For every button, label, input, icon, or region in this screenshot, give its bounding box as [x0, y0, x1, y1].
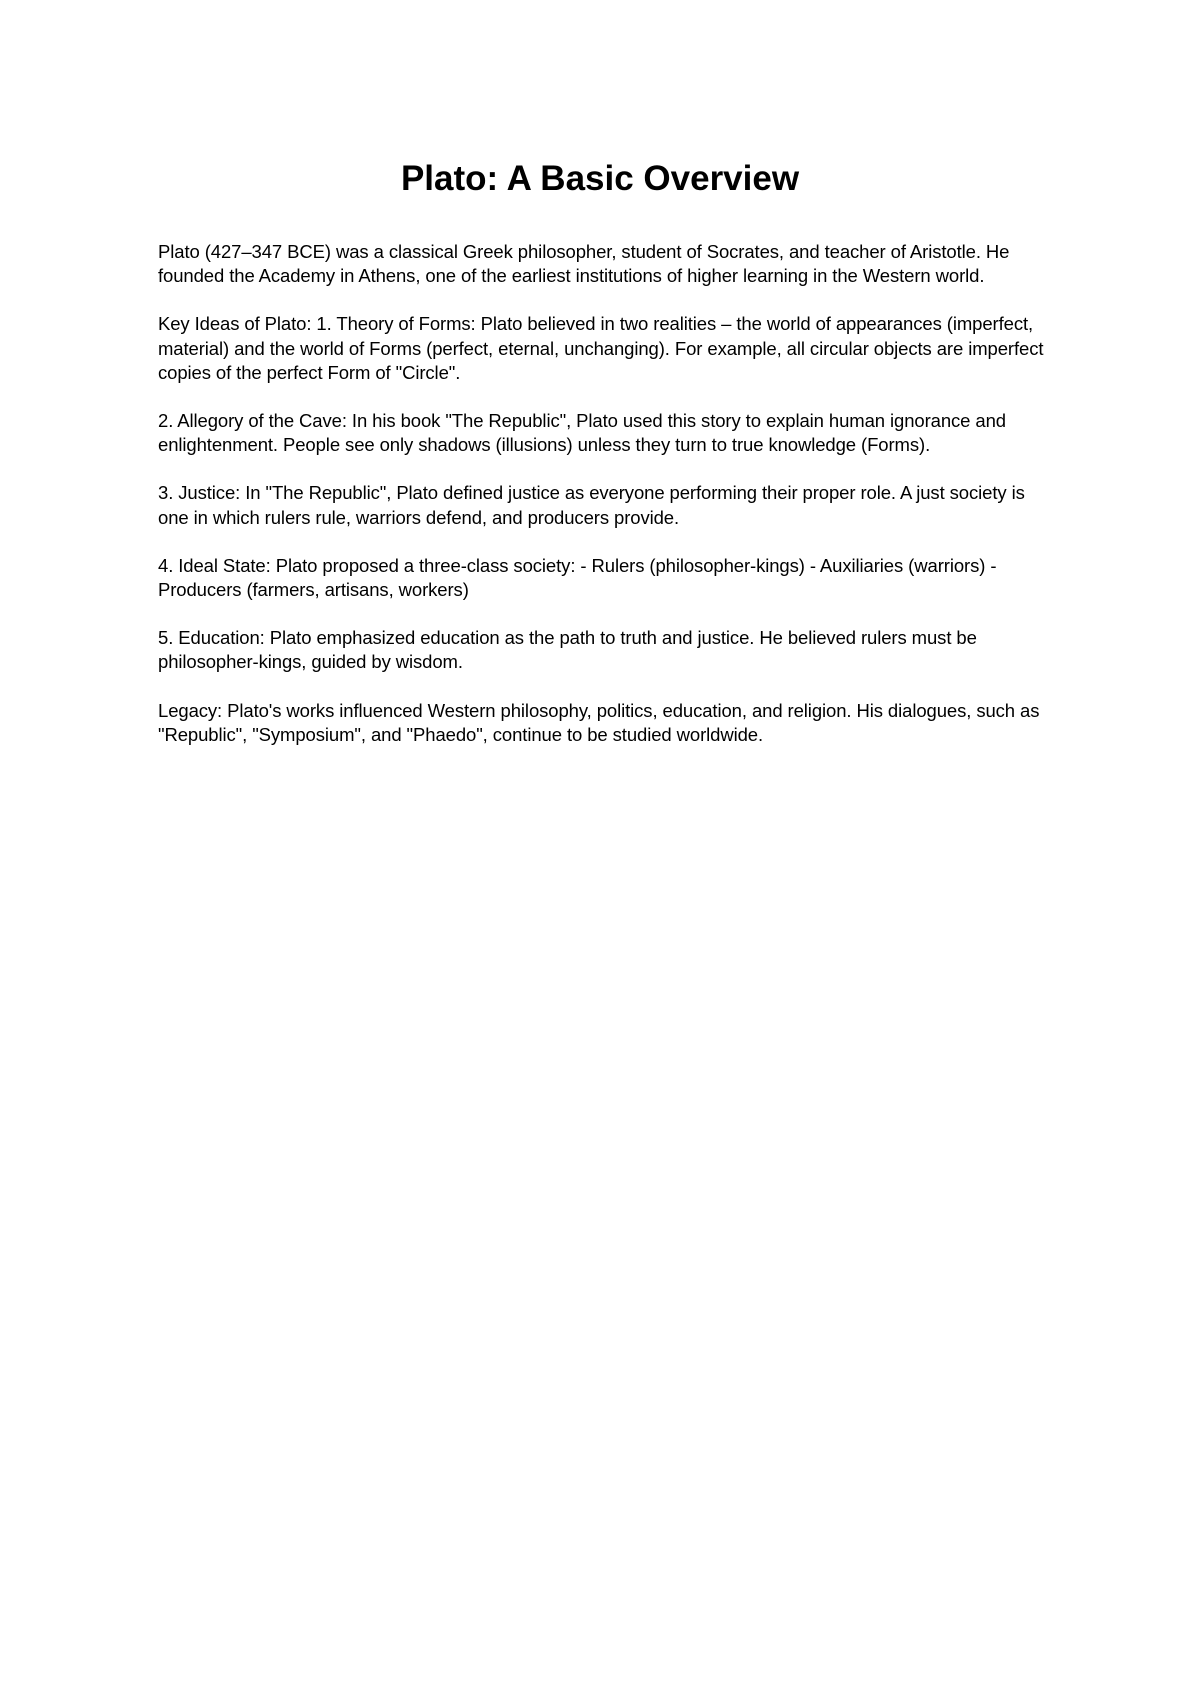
- paragraph-justice: 3. Justice: In "The Republic", Plato defined justice as everyone performing their proper role. A just society is one in which rulers rule, warriors defend, and producers provide.: [158, 482, 1025, 528]
- paragraph-allegory-of-the-cave: 2. Allegory of the Cave: In his book "The Republic", Plato used this story to explain human ignorance and enlightenment. People see only shadows (illusions) unless they turn to true knowledge (Forms).: [158, 410, 1006, 456]
- paragraph-ideal-state: 4. Ideal State: Plato proposed a three-class society: - Rulers (philosopher-kings) - Auxiliaries (warriors) - Producers (farmers, artisans, workers): [158, 554, 997, 601]
- paragraph-intro: Plato (427–347 BCE) was a classical Greek philosopher, student of Socrates, and teacher of Aristotle. He founded the Academy in Athens, one of the earliest institutions of higher learning in the Western world.: [158, 241, 1010, 287]
- paragraph-theory-of-forms: Key Ideas of Plato: 1. Theory of Forms: Plato believed in two realities – the world of appearances (imperfect, material) and the world of Forms (perfect, eternal, unchanging). For example, all circular objects are imperfect copies of the perfect Form of "Circle".: [158, 313, 1044, 383]
- document-body: [158, 240, 1058, 771]
- paragraph-education: 5. Education: Plato emphasized education as the path to truth and justice. He believed rulers must be philosopher-kings, guided by wisdom.: [158, 627, 977, 673]
- paragraph-legacy: Legacy: Plato's works influenced Western philosophy, politics, education, and religion. His dialogues, such as "Republic", "Symposium", and "Phaedo", continue to be studied worldwide.: [158, 699, 1040, 745]
- page-title: Plato: A Basic Overview: [400, 159, 800, 198]
